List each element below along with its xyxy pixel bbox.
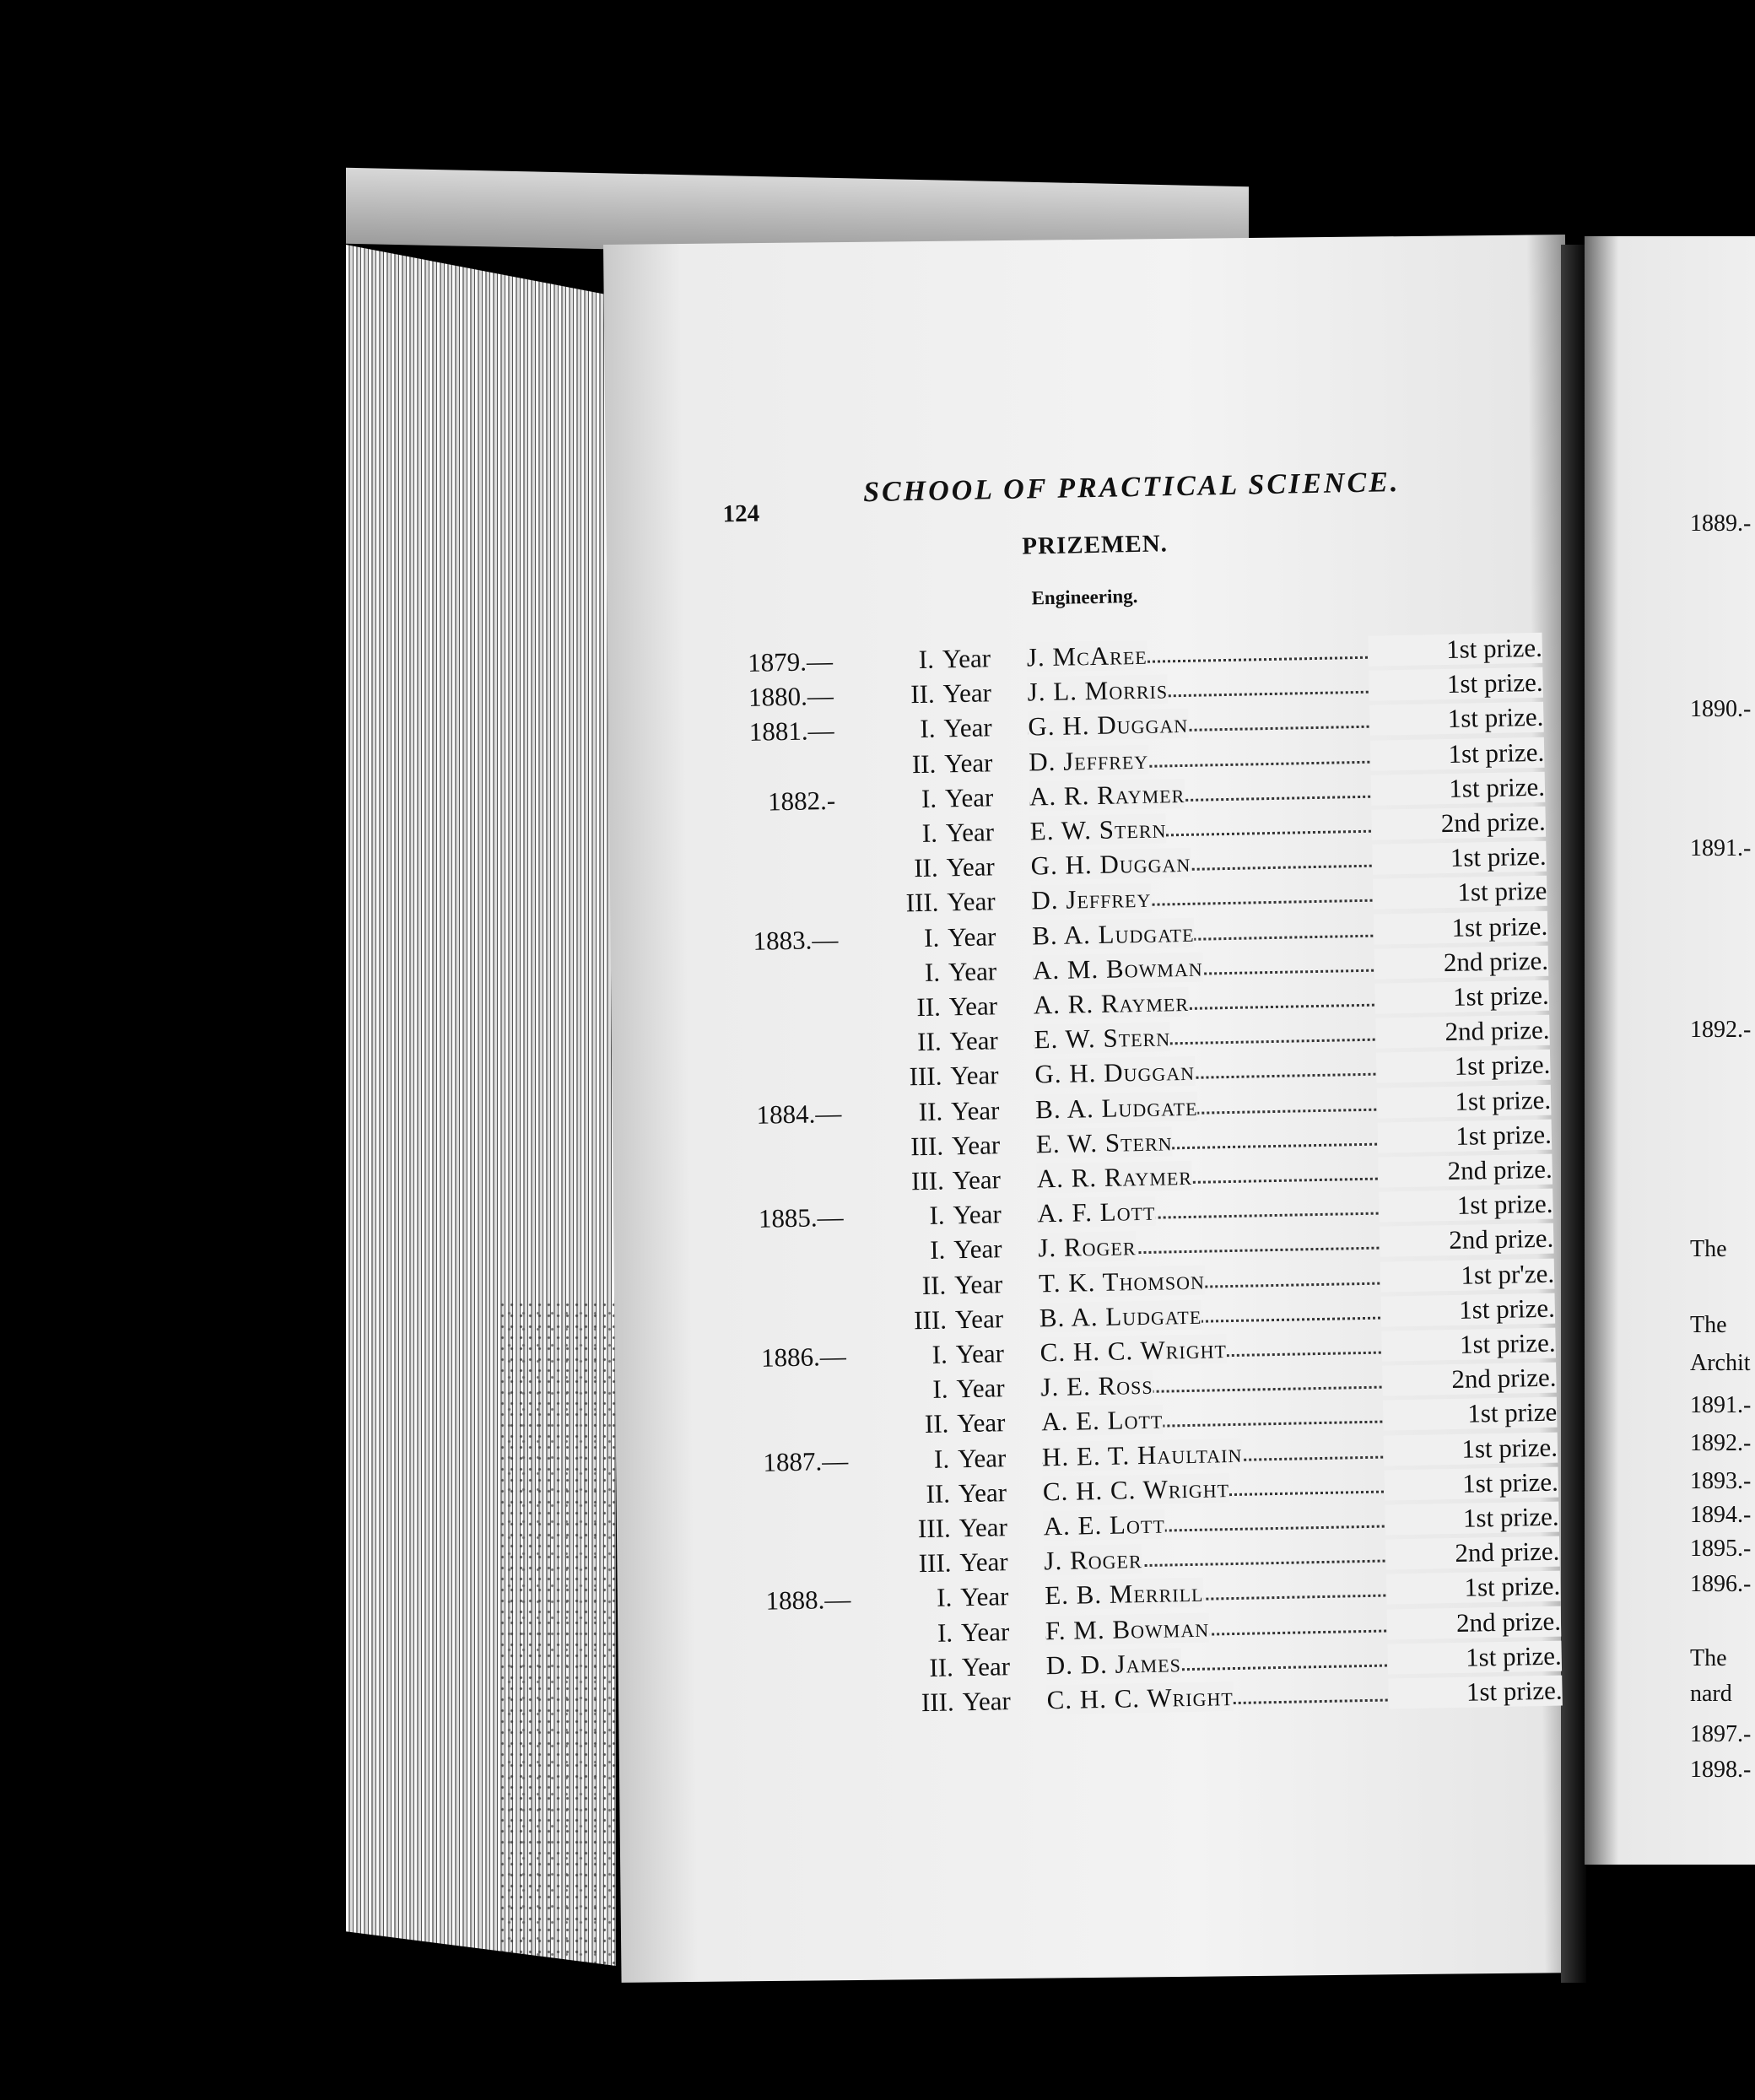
entry-year-label: Year <box>943 747 993 779</box>
entry-year-label: Year <box>949 1025 999 1056</box>
entry-name-text: J. E. Ross <box>1040 1369 1153 1402</box>
entry-prize: 1st prize. <box>1388 1676 1563 1709</box>
entry-prize: 1st prize. <box>1376 1050 1551 1083</box>
entry-class: II. <box>911 748 937 779</box>
entry-name <box>1045 1578 1204 1611</box>
entry-name-text: H. E. T. Haultain <box>1041 1438 1243 1471</box>
entry-class: II. <box>924 1408 949 1439</box>
right-page-fragment: The <box>1690 1645 1727 1671</box>
entry-prize: 2nd prize. <box>1385 1536 1560 1570</box>
right-page-fragment: 1894.- <box>1690 1502 1752 1528</box>
entry-prize: 2nd prize. <box>1374 946 1549 980</box>
entry-year-label: Year <box>953 1199 1002 1230</box>
entry-class: I. <box>936 1582 953 1613</box>
entry-class: II. <box>913 852 939 883</box>
entry-year-label: Year <box>953 1234 1002 1265</box>
entry-name-text: G. H. Duggan <box>1034 1056 1196 1089</box>
entry-name <box>1042 1438 1243 1472</box>
entry-prize: 1st prize. <box>1369 702 1544 736</box>
entry-name <box>1031 883 1152 916</box>
entry-name-text: A. F. Lott <box>1037 1196 1156 1228</box>
entry-name <box>1040 1370 1153 1403</box>
entry-year-label: Year <box>952 1164 1002 1196</box>
entry-class: I. <box>929 1200 945 1231</box>
entry-name <box>1035 1091 1198 1125</box>
entry-year: 1883.— <box>753 924 839 956</box>
entry-year-label: Year <box>947 886 996 917</box>
entry-class: III. <box>913 1304 948 1336</box>
entry-name-text: C. H. C. Wright <box>1040 1334 1228 1368</box>
entry-class: III. <box>905 887 939 918</box>
entry-year: 1886.— <box>760 1341 847 1373</box>
entry-prize: 1st prize. <box>1370 737 1545 770</box>
entry-year: 1882.- <box>767 785 836 817</box>
entry-prize: 1st prize. <box>1381 1328 1556 1362</box>
entry-class: I. <box>921 783 937 813</box>
entry-name <box>1046 1648 1182 1681</box>
entry-year-label: Year <box>957 1442 1007 1473</box>
entry-prize: 2nd prize. <box>1375 1015 1550 1049</box>
entry-name <box>1027 640 1148 673</box>
entry-class: I. <box>923 922 940 953</box>
entry-class: I. <box>929 1234 946 1266</box>
entry-year-label: Year <box>946 851 996 883</box>
right-page-fragment: 1891.- <box>1690 1392 1752 1418</box>
entry-year-label: Year <box>950 1094 1000 1126</box>
entry-year-label: Year <box>960 1616 1010 1647</box>
entry-class: II. <box>918 1096 943 1126</box>
entry-year-label: Year <box>956 1373 1005 1404</box>
entry-name <box>1036 1161 1192 1195</box>
right-page-fragment: 1896.- <box>1690 1571 1752 1597</box>
entry-year: 1880.— <box>748 681 834 713</box>
entry-name-text: C. H. C. Wright <box>1042 1472 1230 1507</box>
entry-class: II. <box>916 991 942 1023</box>
entry-prize: 1st prize. <box>1387 1640 1562 1674</box>
entry-year-label: Year <box>959 1547 1008 1578</box>
entry-class: I. <box>937 1617 953 1648</box>
entry-prize: 1st prize. <box>1372 841 1547 875</box>
entry-name <box>1027 675 1168 708</box>
entry-name <box>1029 744 1149 777</box>
entry-name-text: A. R. Raymer <box>1036 1160 1193 1194</box>
entry-name <box>1030 848 1191 882</box>
entry-class: I. <box>920 714 936 744</box>
entry-class: I. <box>924 957 941 987</box>
entry-year-label: Year <box>951 1130 1001 1161</box>
entry-name <box>1033 987 1189 1021</box>
entry-prize: 1st prize. <box>1368 633 1542 667</box>
entry-year-label: Year <box>950 1060 999 1091</box>
entry-class: III. <box>909 1061 942 1092</box>
entry-name-text: A. M. Bowman <box>1032 952 1203 985</box>
entry-name-text: B. A. Ludgate <box>1039 1299 1202 1333</box>
entry-prize: 1st prize. <box>1384 1466 1558 1500</box>
entry-class: I. <box>918 644 935 674</box>
entry-name <box>1028 709 1188 742</box>
entry-year-label: Year <box>959 1581 1009 1612</box>
entry-class: III. <box>910 1131 944 1162</box>
entry-name-text: J. McAree <box>1026 640 1148 672</box>
entry-year-label: Year <box>944 782 994 813</box>
entry-class: I. <box>921 818 938 848</box>
right-page-fragment: 1897.- <box>1690 1721 1752 1747</box>
right-page-fragment: The <box>1690 1312 1727 1338</box>
right-page-fragment: nard <box>1690 1681 1732 1707</box>
entry-class: II. <box>921 1270 947 1300</box>
entry-name <box>1043 1473 1230 1507</box>
entry-prize: 2nd prize. <box>1387 1606 1562 1639</box>
subsection-title: Engineering. <box>1031 585 1138 609</box>
entry-year: 1881.— <box>748 715 834 748</box>
entry-name <box>1034 1056 1195 1090</box>
right-page-fragment: 1889.- <box>1690 510 1752 537</box>
entry-prize: 1st prize. <box>1371 772 1546 806</box>
entry-name-text: J. L. Morris <box>1027 674 1169 707</box>
entry-name <box>1034 1023 1170 1055</box>
entry-prize: 1st prize. <box>1379 1189 1553 1223</box>
entry-year: 1888.— <box>765 1584 851 1617</box>
entry-prize: 1st prize. <box>1386 1571 1561 1605</box>
right-page-fragment: 1895.- <box>1690 1536 1752 1562</box>
entry-name-text: D. Jeffrey <box>1031 883 1152 915</box>
entry-name-text: J. Roger <box>1044 1544 1142 1576</box>
entry-name <box>1046 1682 1234 1715</box>
entry-name-text: G. H. Duggan <box>1030 848 1191 881</box>
right-page-fragment: 1890.- <box>1690 696 1752 722</box>
entry-name-text: G. H. Duggan <box>1028 709 1189 742</box>
entry-year-label: Year <box>942 678 992 709</box>
entry-class: III. <box>917 1513 952 1544</box>
entry-class: III. <box>918 1547 952 1579</box>
entry-year-label: Year <box>942 643 991 674</box>
entry-class: I. <box>933 1444 950 1474</box>
entry-year-label: Year <box>948 956 997 987</box>
entry-name <box>1039 1265 1205 1298</box>
entry-name-text: A. E. Lott <box>1040 1404 1164 1437</box>
entry-name <box>1043 1509 1165 1542</box>
entry-class: III. <box>910 1165 945 1196</box>
entry-prize: 1st prize. <box>1369 667 1543 701</box>
entry-year-label: Year <box>954 1303 1004 1335</box>
entry-class: I. <box>932 1339 948 1369</box>
right-page-fragment: The <box>1690 1236 1727 1262</box>
entry-year: 1884.— <box>756 1098 842 1130</box>
entry-prize: 1st prize <box>1373 876 1547 910</box>
entry-prize: 1st prize. <box>1374 980 1549 1014</box>
entry-name <box>1029 779 1185 812</box>
entry-name-text: A. E. Lott <box>1043 1509 1166 1541</box>
entry-prize: 1st pr'ze. <box>1380 1258 1555 1292</box>
entry-name <box>1041 1405 1164 1438</box>
entry-year-label: Year <box>961 1650 1011 1682</box>
entry-name-text: A. R. Raymer <box>1029 778 1185 812</box>
page-number: 124 <box>722 499 760 528</box>
entry-name <box>1033 952 1203 985</box>
entry-name <box>1036 1126 1173 1159</box>
entry-year-label: Year <box>956 1407 1006 1439</box>
entry-prize: 2nd prize. <box>1380 1223 1554 1257</box>
entry-class: III. <box>921 1687 954 1718</box>
entry-name <box>1040 1334 1227 1368</box>
entry-class: II. <box>910 678 936 710</box>
entry-name-text: E. W. Stern <box>1029 813 1167 846</box>
entry-prize: 1st prize. <box>1378 1119 1552 1153</box>
entry-year-label: Year <box>962 1686 1012 1717</box>
entry-name-text: A. R. Raymer <box>1033 986 1190 1020</box>
entry-prize: 2nd prize. <box>1382 1363 1557 1396</box>
section-title: PRIZEMEN. <box>1022 530 1169 560</box>
entry-prize: 1st prize. <box>1377 1084 1552 1118</box>
entry-year-label: Year <box>943 712 992 743</box>
entry-year-label: Year <box>958 1512 1008 1543</box>
entry-class: II. <box>929 1652 954 1682</box>
entry-name <box>1030 813 1167 846</box>
entry-name-text: J. Roger <box>1038 1231 1137 1263</box>
entry-class: II. <box>916 1026 942 1057</box>
entry-prize: 1st prize. <box>1374 910 1548 944</box>
entry-name <box>1044 1544 1142 1576</box>
entry-name <box>1037 1196 1156 1229</box>
entry-name-text: E. B. Merrill <box>1044 1578 1204 1611</box>
right-page-fragment: Archit <box>1690 1350 1751 1376</box>
entry-name-text: B. A. Ludgate <box>1031 917 1195 951</box>
entry-prize: 1st prize. <box>1384 1432 1558 1466</box>
entry-name-text: B. A. Ludgate <box>1034 1091 1198 1125</box>
entry-prize: 2nd prize. <box>1371 807 1546 840</box>
entry-prize: 1st prize. <box>1381 1293 1556 1326</box>
entry-year: 1885.— <box>758 1202 844 1234</box>
entry-name-text: D. D. James <box>1045 1648 1182 1681</box>
right-page-fragment: 1892.- <box>1690 1430 1752 1456</box>
entry-name-text: D. Jeffrey <box>1028 744 1149 777</box>
entry-year-label: Year <box>945 817 995 848</box>
entry-year-label: Year <box>955 1338 1005 1369</box>
entry-year-label: Year <box>948 991 998 1022</box>
right-page-fragment: 1892.- <box>1690 1017 1752 1043</box>
entry-name-text: E. W. Stern <box>1035 1126 1173 1159</box>
entry-prize: 1st prize <box>1383 1397 1558 1431</box>
entry-name <box>1040 1299 1202 1333</box>
entry-year: 1887.— <box>763 1445 849 1477</box>
entry-year-label: Year <box>947 920 996 952</box>
entry-prize: 2nd prize. <box>1378 1154 1552 1188</box>
running-head: SCHOOL OF PRACTICAL SCIENCE. <box>862 466 1401 509</box>
entry-year-label: Year <box>953 1268 1003 1299</box>
entry-prize: 1st prize. <box>1385 1502 1559 1536</box>
entry-year: 1879.— <box>747 645 834 678</box>
right-page-fragment: 1893.- <box>1690 1468 1752 1494</box>
entry-year-label: Year <box>958 1476 1007 1509</box>
entry-class: II. <box>926 1478 951 1509</box>
entry-name <box>1032 917 1195 951</box>
entry-class: I. <box>932 1374 948 1405</box>
entry-name-text: C. H. C. Wright <box>1046 1682 1234 1715</box>
entry-name-text: F. M. Bowman <box>1045 1612 1210 1645</box>
entry-name <box>1045 1612 1210 1646</box>
right-page-fragment: 1891.- <box>1690 835 1752 861</box>
entry-name-text: T. K. Thomson <box>1038 1265 1206 1298</box>
right-page-fragment: 1898.- <box>1690 1757 1752 1783</box>
entry-name-text: E. W. Stern <box>1034 1022 1171 1055</box>
entry-name <box>1038 1232 1137 1264</box>
